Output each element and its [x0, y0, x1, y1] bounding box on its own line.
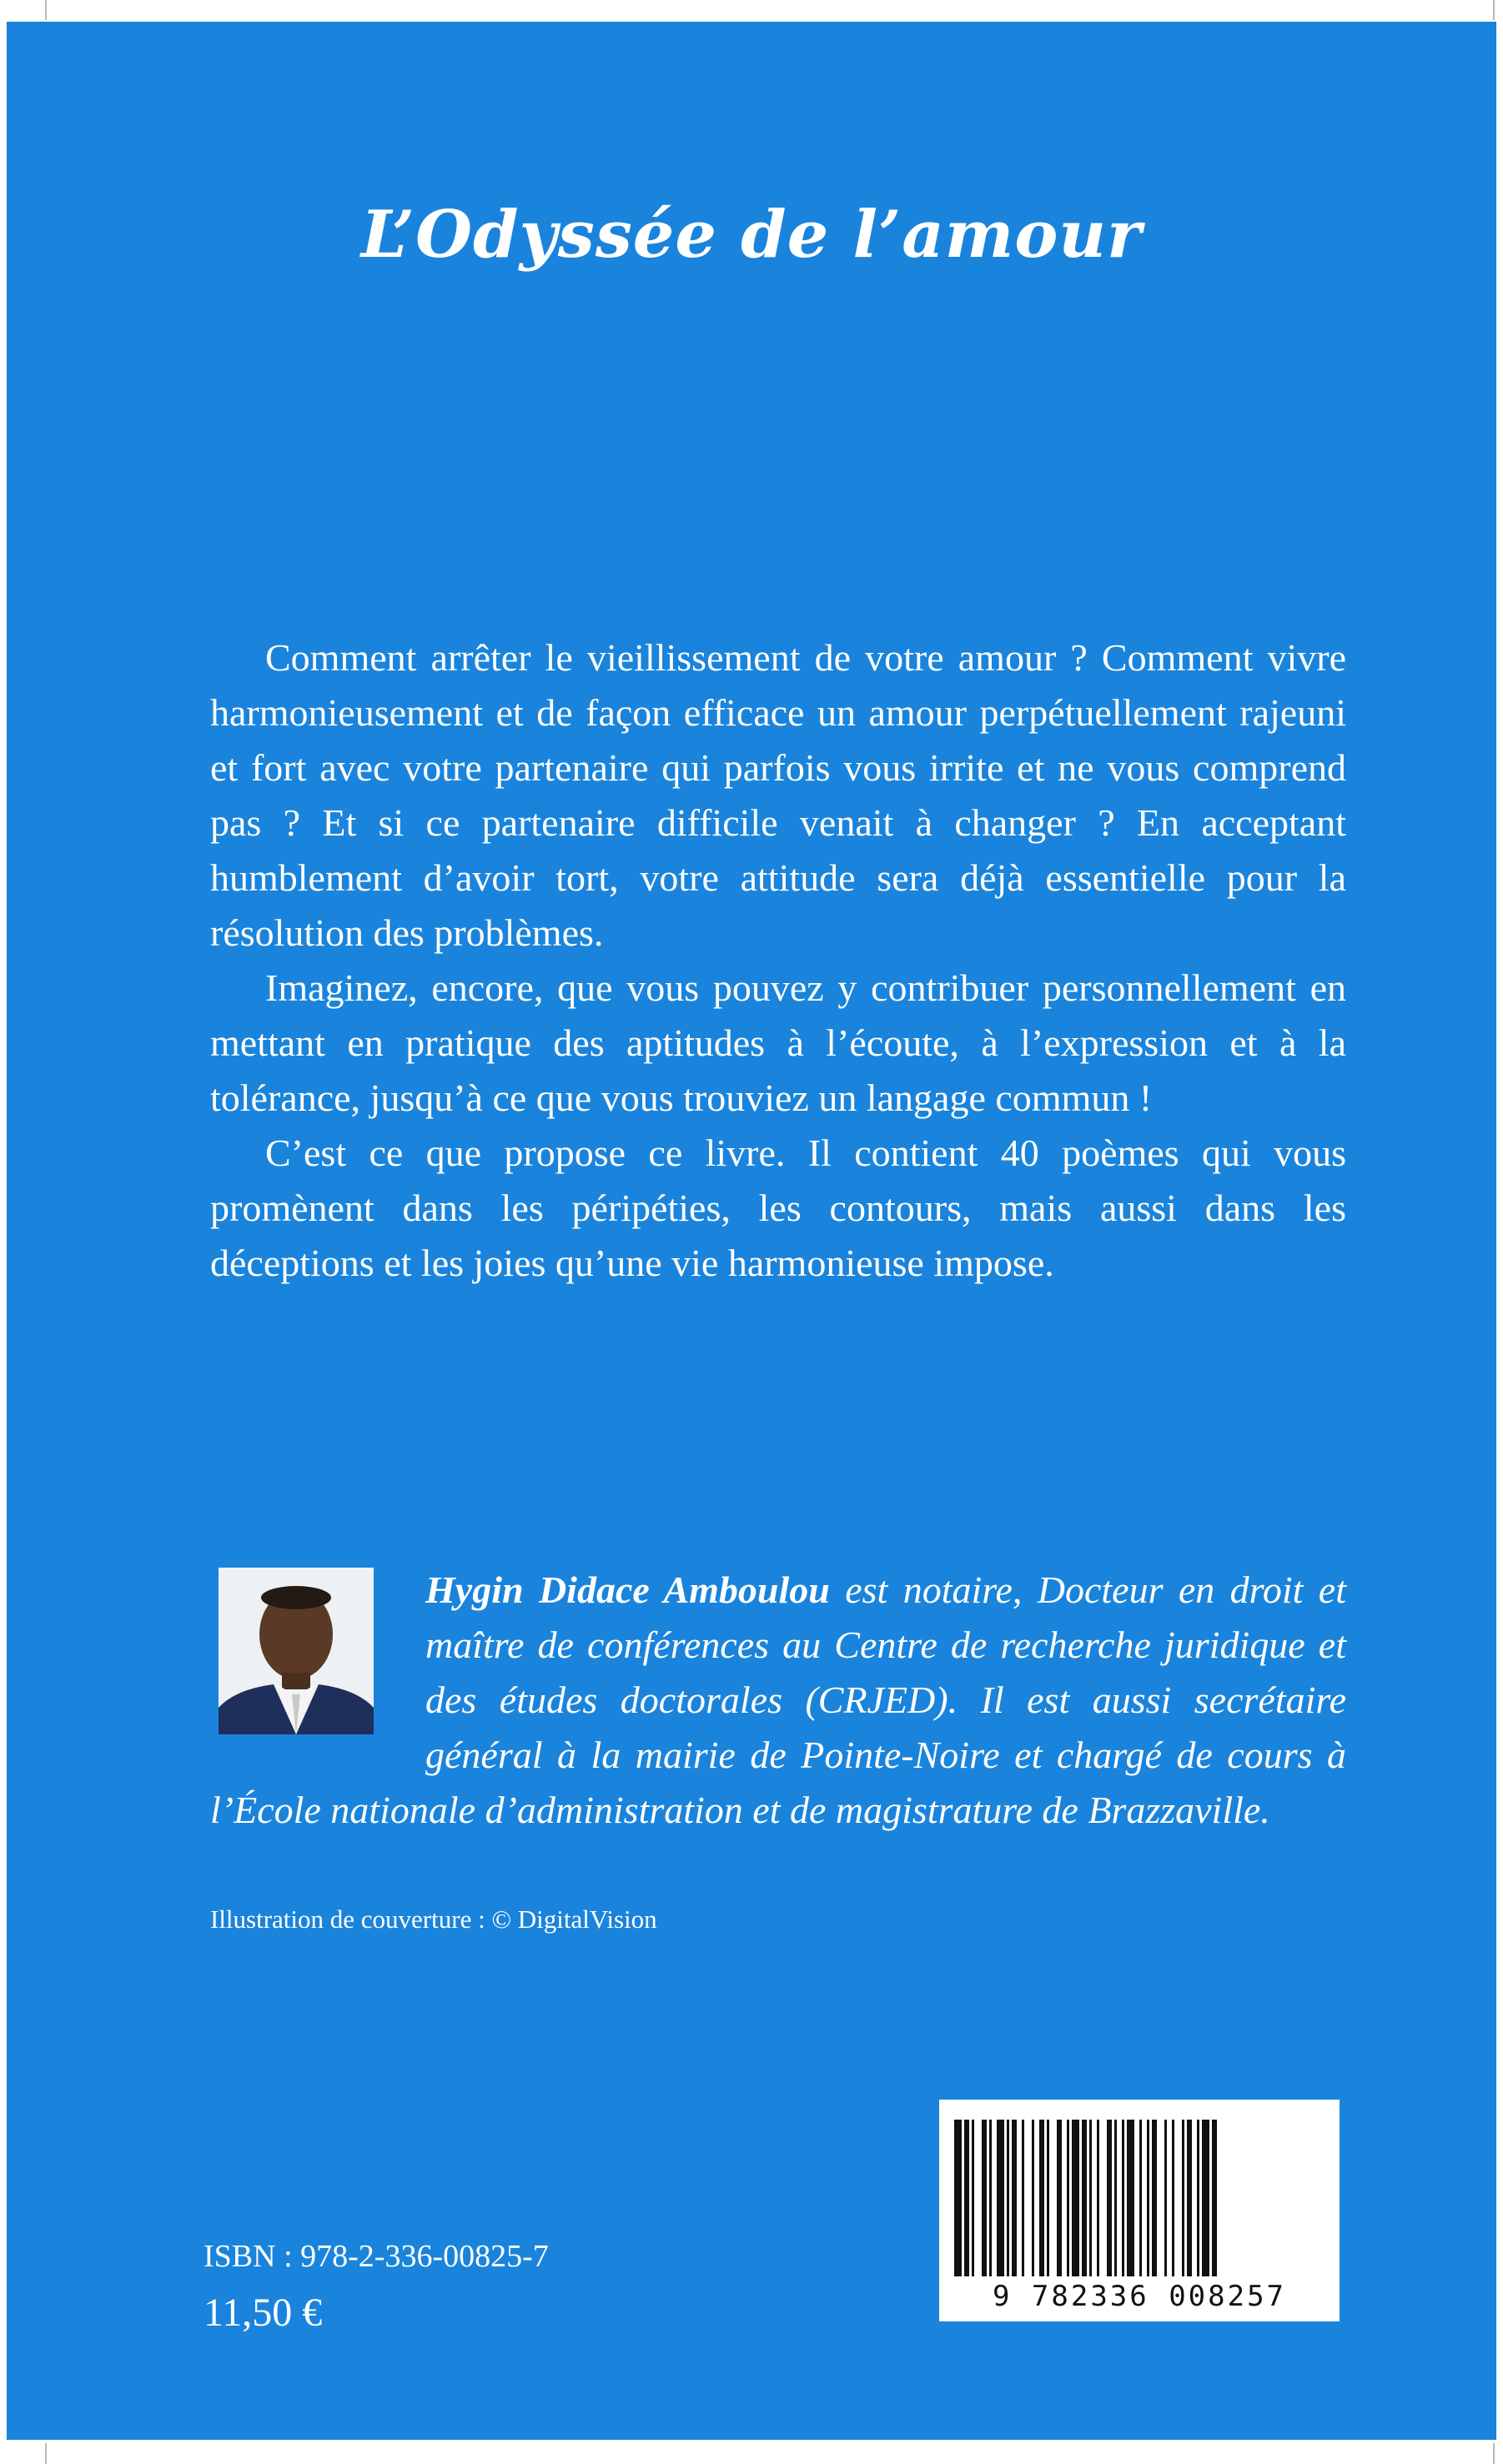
blurb-paragraph: Comment arrêter le vieillissement de votre amour ? Comment vivre harmonieusement et de façon efficace un amour perpétuellement rajeuni et fort avec votre partenaire qui parfois vous irrite et ne vous comprend pas ? Et si ce partenaire difficile venait à changer ? En acceptant humblement d’avoir tort, votre attitude sera déjà essentielle pour la résolution des problèmes. [210, 636, 1346, 954]
crop-mark-top-left [45, 0, 47, 20]
barcode-bar [1122, 2120, 1124, 2276]
barcode-bar [1067, 2120, 1069, 2276]
price: 11,50 € [204, 2291, 323, 2335]
back-cover [7, 22, 1496, 2440]
barcode-bar [1107, 2120, 1112, 2276]
blurb [210, 630, 1346, 1291]
barcode-bar [1172, 2120, 1174, 2276]
barcode-bar [1164, 2120, 1167, 2276]
author-name: Hygin Didace Amboulou [425, 1568, 830, 1611]
blurb-paragraph: Imaginez, encore, que vous pouvez y contribuer personnellement en mettant en pratique des aptitudes à l’écoute, à l’expression et à la tolérance, jusqu’à ce que vous trouviez un langage commun ! [210, 966, 1346, 1119]
crop-mark-bottom-right [1493, 2443, 1495, 2464]
barcode-bars-icon [954, 2120, 1325, 2276]
barcode-bar [989, 2120, 992, 2276]
barcode-bar [1032, 2120, 1034, 2276]
barcode-bar [1047, 2120, 1049, 2276]
barcode-bar [1114, 2120, 1117, 2276]
barcode-bar [1197, 2120, 1199, 2276]
barcode-bar [1212, 2120, 1217, 2276]
barcode-bar [1147, 2120, 1149, 2276]
barcode-bar [1139, 2120, 1142, 2276]
barcode-bar [1127, 2120, 1134, 2276]
isbn: ISBN : 978-2-336-00825-7 [204, 2239, 549, 2274]
crop-mark-top-right [1493, 0, 1495, 20]
barcode [939, 2100, 1340, 2321]
barcode-bar [1202, 2120, 1209, 2276]
barcode-bar [997, 2120, 1004, 2276]
author-portrait-icon [219, 1568, 374, 1734]
book-title: L’Odyssée de l’amour [360, 197, 1143, 273]
illustration-credit: Illustration de couverture : © DigitalVision [210, 1904, 657, 1934]
barcode-bar [1072, 2120, 1079, 2276]
barcode-digits: 9 782336 008257 [992, 2280, 1287, 2313]
barcode-bar [1152, 2120, 1157, 2276]
barcode-bar [982, 2120, 987, 2276]
author-bio-text: est notaire, Docteur en droit et maître de conférences au Centre de recherche juridique et des études doctorales (CRJED). Il est aussi secrétaire général à la mairie de Pointe-Noire et chargé de cours à l’École nationale d’administration et de magistrature de Brazzaville. [210, 1568, 1346, 1831]
barcode-bar [1097, 2120, 1099, 2276]
barcode-bar [954, 2120, 962, 2276]
barcode-bar [972, 2120, 974, 2276]
author-bio [210, 1563, 1346, 1838]
crop-mark-bottom-left [45, 2443, 47, 2464]
barcode-bar [1057, 2120, 1062, 2276]
author-section [210, 1563, 1346, 1838]
barcode-bar [1082, 2120, 1087, 2276]
blurb-paragraph: C’est ce que propose ce livre. Il contient 40 poèmes qui vous promènent dans les péripéties, les contours, mais aussi dans les déceptions et les joies qu’une vie harmonieuse impose. [210, 1132, 1346, 1284]
barcode-bar [1022, 2120, 1024, 2276]
barcode-bar [1039, 2120, 1044, 2276]
barcode-bar [964, 2120, 969, 2276]
barcode-bar [1187, 2120, 1192, 2276]
barcode-bar [1089, 2120, 1092, 2276]
barcode-bar [1012, 2120, 1017, 2276]
barcode-bar [1182, 2120, 1184, 2276]
author-photo [219, 1568, 374, 1734]
barcode-bar [1007, 2120, 1009, 2276]
